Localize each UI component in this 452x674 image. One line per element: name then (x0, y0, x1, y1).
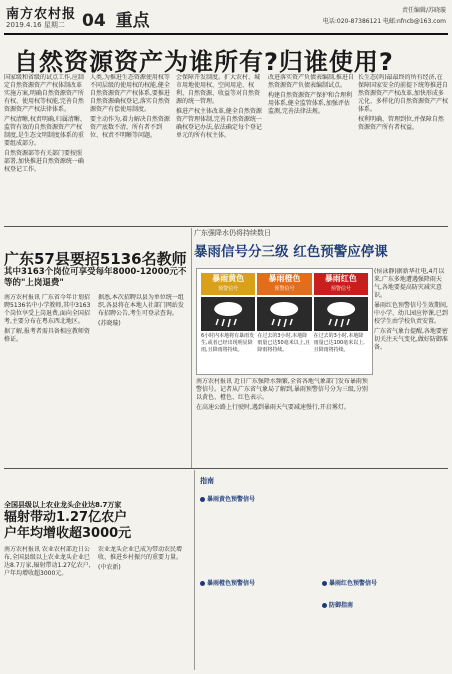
guide-item-orange: 暴雨橙色预警信号 (200, 578, 255, 587)
story2-column-1: 南方农村报讯 广东省今年计划招聘5136名中小学教师,其中3163个岗位享受上岗退费,面向全国招考,主要分布在粤东西北地区。 据了解,报考者需具备相应教师资格证。 (4, 294, 91, 343)
story1-column-4: 改进落实资产负债表编制,推进自然资源资产负债表编制试点。 构建自然资源资产保护和合理利用体系,健全监管体系,加强评估监测,完善法律法规。 (268, 74, 354, 115)
story3-right-column: (侯泳静)据新华社电,4月以来,广东多地遭遇强降雨天气,各地要提高防灾减灾意识。 暴雨红色预警信号生效期间,中小学、幼儿园应停课,已到校学生由学校负责安置。 广东省气象台提醒,各地要密切关注天气变化,做好防御准备。 (374, 268, 448, 351)
lower-column-divider (194, 470, 195, 670)
story1-headline: 自然资源资产为谁所有?归谁使用? (14, 48, 394, 76)
contact-info: 电话:020-87386121 电邮:nfncb@163.com (322, 18, 446, 25)
masthead (4, 3, 448, 33)
story2-subhead: 其中3163个岗位可享受每年8000-12000元不等的"上岗退费" (4, 267, 187, 288)
cloud-rain-icon (314, 297, 368, 331)
story1-column-3: 会保障开发制度。扩大农村、城市用地使用权、空间用途、权利、自然资源、收益等对自然资源的统一管理。 推进产权主体改革,健全自然资源资产管理体制,完善自然资源统一确权登记办法,依法确定每个登记单元的所有权主体。 (176, 74, 262, 139)
warning-desc-1: 在过去的3小时,本地降雨量已达50毫米以上,且降雨将持续。 (257, 333, 311, 353)
guide-item-defense: 防御指南 (322, 600, 353, 609)
story1-column-5: 长生态(吗)最最终的所有经济,在保障国家安全的前提下统筹推进自然资源资产产权改革,加快形成多元化、多样化的自然资源资产产权体系。 权利明确、管理到位,并保障自然资源资产所有者权益。 (358, 74, 448, 131)
cloud-rain-icon (257, 297, 311, 331)
story4-column-2: 农业龙头企业已成为带动农民增收、推进乡村振兴的重要力量。 (中农新) (98, 546, 183, 571)
warning-tab-2: 暴雨红色 预警信号 (314, 273, 368, 295)
guide-item-red: 暴雨红色预警信号 (322, 578, 377, 587)
warning-icons (201, 297, 368, 331)
page-number: 04 重点 (82, 11, 150, 31)
story1-column-2: 人类,为推进生态资源使用权等不同层级的使用权的权能,健全自然资源资产产权体系,要推进自然资源确权登记,落实自然资源资产有偿使用制度。 要主动作为,着力解决自然资源资产底数不清、所有者不到位、权责不明晰等问题。 (90, 74, 170, 139)
story1-column-1: 国家级和省级的试点工作,应制定自然资源资产产权体制改革实施方案,明确自然资源资产所有权、使用权等权能,完善自然资源资产产权法律体系。 产权清晰,权责明确,归属清晰、监管有效的自然资源资产产权制度,是生态文明制度体系的重要组成部分。 自然资源部等有关部门要按照部署,加快推进自然资源统一确权登记工作。 (4, 74, 86, 173)
guide-item-yellow: 暴雨黄色预警信号 (200, 494, 255, 503)
guide-text-1 (200, 504, 318, 574)
story4-headline: 辐射带动1.27亿农户 户年均增收超3000元 (4, 510, 132, 541)
story3-bottom-column: 南方农村报讯 近日广东强降水频繁,全省各地气象部门发布暴雨预警信号。记者从广东省气象局了解到,暴雨预警信号分为三级,分别以黄色、橙色、红色表示。 在高速公路上行驶时,遇到暴雨天气要减速慢行,开启雾灯。 (196, 378, 368, 411)
story3-kicker: 广东强降水仍将持续数日 (194, 229, 271, 237)
story1-divider (4, 226, 448, 227)
story3-headline: 暴雨信号分三级 红色预警应停课 (194, 244, 388, 260)
cloud-rain-icon (201, 297, 255, 331)
guide-text-2 (322, 474, 448, 574)
newspaper-logo: 南方农村报 (6, 7, 77, 22)
warning-desc-2: 在过去的3小时,本地降雨量已达100毫米以上,且降雨将持续。 (313, 333, 365, 353)
story2-headline: 广东57县要招5136名教师 (4, 250, 187, 268)
warning-desc-0: 6小时内本地将有暴雨发生,或者已经出现明显降雨,且降雨将持续。 (201, 333, 255, 353)
rainstorm-warning-graphic (196, 268, 373, 375)
warning-descriptions (201, 333, 368, 354)
guide-title: 指南 (200, 477, 214, 485)
story4-column-1: 南方农村报讯 农业农村部近日公布,全国县级以上农业龙头企业已达8.7万家,辐射带动1.27亿农户,户年均增收超3000元。 (4, 546, 91, 577)
masthead-rule (4, 33, 448, 35)
warning-tab-1: 暴雨橙色 预警信号 (257, 273, 311, 295)
issue-date: 2019.4.16 星期二 (6, 21, 65, 29)
story4-kicker: 全国县级以上农业龙头企业达8.7万家 (4, 501, 122, 509)
story2-column-2: 据悉,本次招聘以县为单位统一组织,各县将在本地人社部门网站发布招聘公告,考生可登录查询。 (苏晓璇) (98, 294, 184, 327)
editor-credit: 责任编辑/苏晓璇 (401, 7, 446, 14)
warning-tabs (201, 273, 368, 295)
warning-tab-0: 暴雨黄色 预警信号 (201, 273, 255, 295)
section-title: 重点 (115, 11, 150, 31)
lower-divider (4, 468, 448, 469)
